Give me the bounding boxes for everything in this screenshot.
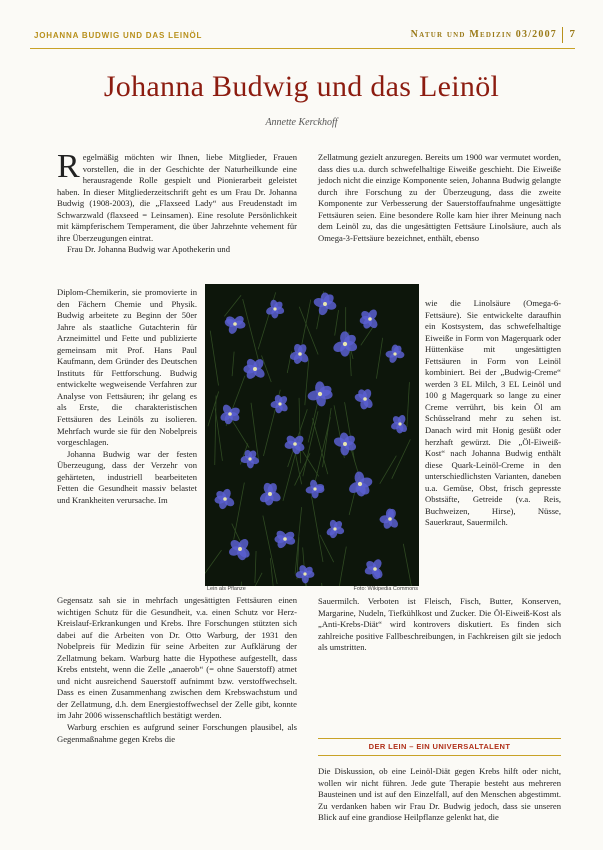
column-right-top [318, 152, 561, 244]
page-header [30, 26, 575, 49]
photo-caption: Lein als Pflanze [207, 586, 246, 592]
paragraph-budwig-bio: Diplom-Chemikerin, sie promovierte in den Fächern Chemie und Physik. Budwig arbeitete zu Beginn der 50er Jahre als staatliche Gutachterin für Arzneimittel und Fette und publizierte gemeinsam mit Prof. Hans Paul Kaufmann, dem Gründer des Deutschen Instituts für Fettforschung. Budwig entwickelte wegweisende Verfahren zur Analyse von Fettsäuren; ihr gelang es als Erste, die charakteristischen Fettsäuren des Leinöls zu isolieren. Mehrfach wurde sie für den Nobelpreis vorgeschlagen. [57, 287, 197, 448]
column-right-bottom [318, 766, 561, 824]
header-magazine-issue: Natur und Medizin 03/2007 [410, 29, 557, 40]
article-author: Annette Kerckhoff [265, 117, 338, 128]
page-number: 7 [569, 28, 575, 40]
paragraph-warburg: Gegensatz sah sie in mehrfach ungesättigten Fettsäuren einen wichtigen Schutz für die Gesundheit, v.a. einen Schutz vor Herz-Kreislauf-Erkrankungen und Krebs. Ihre Forschungen stützten sich dabei auf die Arbeiten von Dr. Otto Warburg, der 1931 den Nobelpreis für Medizin für seine Arbeiten zur Aufklärung der Zellatmung bekam. Warburg hatte die Hypothese aufgestellt, dass Krebs entsteht, wenn die Zelle „anaerob“ (= ohne Sauerstoff) atmet und nicht ausreichend Sauerstoff aufnimmt bzw. verstoffwechselt. Dass es einen Zusammenhang zwischen dem Krebswachstum und der Zellatmung, d.h. dem Energiestoffwechsel der Zelle gibt, konnte im Jahr 2006 wissenschaftlich bestätigt werden. [57, 595, 297, 721]
photo-credit: Foto: Wikipedia Commons [353, 586, 418, 592]
article-title: Johanna Budwig und das Leinöl [103, 70, 500, 103]
column-right-middle [318, 596, 561, 654]
header-divider [562, 27, 563, 43]
drop-cap: R [57, 148, 80, 185]
column-left-top [57, 148, 297, 256]
paragraph-universaltalent: Die Diskussion, ob eine Leinöl-Diät gegen Krebs hilft oder nicht, wollen wir nicht führen. Jede gute Therapie besteht aus mehreren Bausteinen und ist auf den Einzelfall, auf den Menschen abgestimmt. Zu verdanken haben wir Frau Dr. Budwig jedoch, dass sie unseren Blick auf eine grandiose Heilpflanze gelenkt hat, die [318, 766, 561, 823]
intro-text: egelmäßig möchten wir Ihnen, liebe Mitglieder, Frauen vorstellen, die in der Geschichte der Naturheilkunde eine herausragende Rolle gespielt und Pionierarbeit geleistet haben. In dieser Mitgliederzeitschrift geht es um Frau Dr. Johanna Budwig (1908-2003), die „Flaxseed Lady“ aus Freudenstadt im Schwarzwald (flaxseed = Leinsamen). Eine resolute Persönlichkeit mit kämpferischem Temperament, die über Jahrzehnte vehement für ihre Überzeugungen eintrat. [57, 152, 297, 243]
paragraph-warburg-2: Warburg erschien es aufgrund seiner Forschungen plausibel, als Gegenmaßnahme gegen Krebs die [57, 722, 297, 744]
intro-paragraph [57, 148, 297, 244]
paragraph-lead: Frau Dr. Johanna Budwig war Apothekerin und [67, 244, 231, 255]
flax-flower-image [205, 284, 419, 586]
paragraph-budwig-creme: wie die Linolsäure (Omega-6-Fettsäure). Sie entwickelte daraufhin ein Kostsystem, das schwefelhaltige Eiweiße in Form von Magerquark oder Hüttenkäse mit ungesättigten Fettsäuren in Form von Leinöl kombiniert. Bei der „Budwig-Creme“ werden 3 EL Milch, 3 EL Leinöl und 100 g Magerquark so lange zu einer Creme verrührt, bis kein Öl am Schüsselrand mehr zu sehen ist. Danach wird mit Honig gesüßt oder herzhaft gewürzt. Die „Öl-Eiweiß-Kost“ nach Johanna Budwig enthält diese Quark-Leinöl-Creme in den unterschiedlichsten Varianten, daneben u.a. Gemüse, Obst, frisch gepresste Obstsäfte, Getreide (v.a. Reis, Buchweizen, Hirse), Nüsse, Sauerkraut, Sauermilch. [425, 298, 561, 528]
column-left-bottom [57, 595, 297, 745]
column-left-wrap [57, 287, 197, 506]
header-running-title: JOHANNA BUDWIG UND DAS LEINÖL [34, 31, 203, 40]
paragraph-zellatmung: Zellatmung gezielt anzuregen. Bereits um 1900 war vermutet worden, dass dies u.a. durch schwefelhaltige Eiweiße geschieht. Die Eiweiße jedoch nicht die einzige Komponente seien, Johanna Budwig gelangte durch ihre Forschung zu der Überzeugung, dass die zweite Komponente zur Verbesserung der Sauerstoffaufnahme ungesättigte Fettsäuren seien. Eine besondere Rolle kam hier ihrer Meinung nach dem Leinöl zu, das die ungesättigten Fettsäure Linolsäure, auch als Omega-3-Fettsäure bezeichnet, enthält, ebenso [318, 152, 561, 243]
column-right-wrap [425, 298, 561, 529]
flax-flower-photo [205, 284, 419, 586]
paragraph-conviction: Johanna Budwig war der festen Überzeugung, dass der Verzehr von gehärteten, industriell bearbeiteten Fetten die Gesundheit massiv belastet und Krankheiten verursache. Im [57, 448, 197, 505]
section-heading: DER LEIN – EIN UNIVERSALTALENT [318, 738, 561, 756]
paragraph-diet-rules: Sauermilch. Verboten ist Fleisch, Fisch, Butter, Konserven, Margarine, Nudeln, Tiefkühlkost und Zucker. Die Öl-Eiweiß-Kost als „Anti-Krebs-Diät“ wird kontrovers diskutiert. Es finden sich zahlreiche positive Fallbeschreibungen, in Fachkreisen gilt sie jedoch als umstritten. [318, 596, 561, 653]
